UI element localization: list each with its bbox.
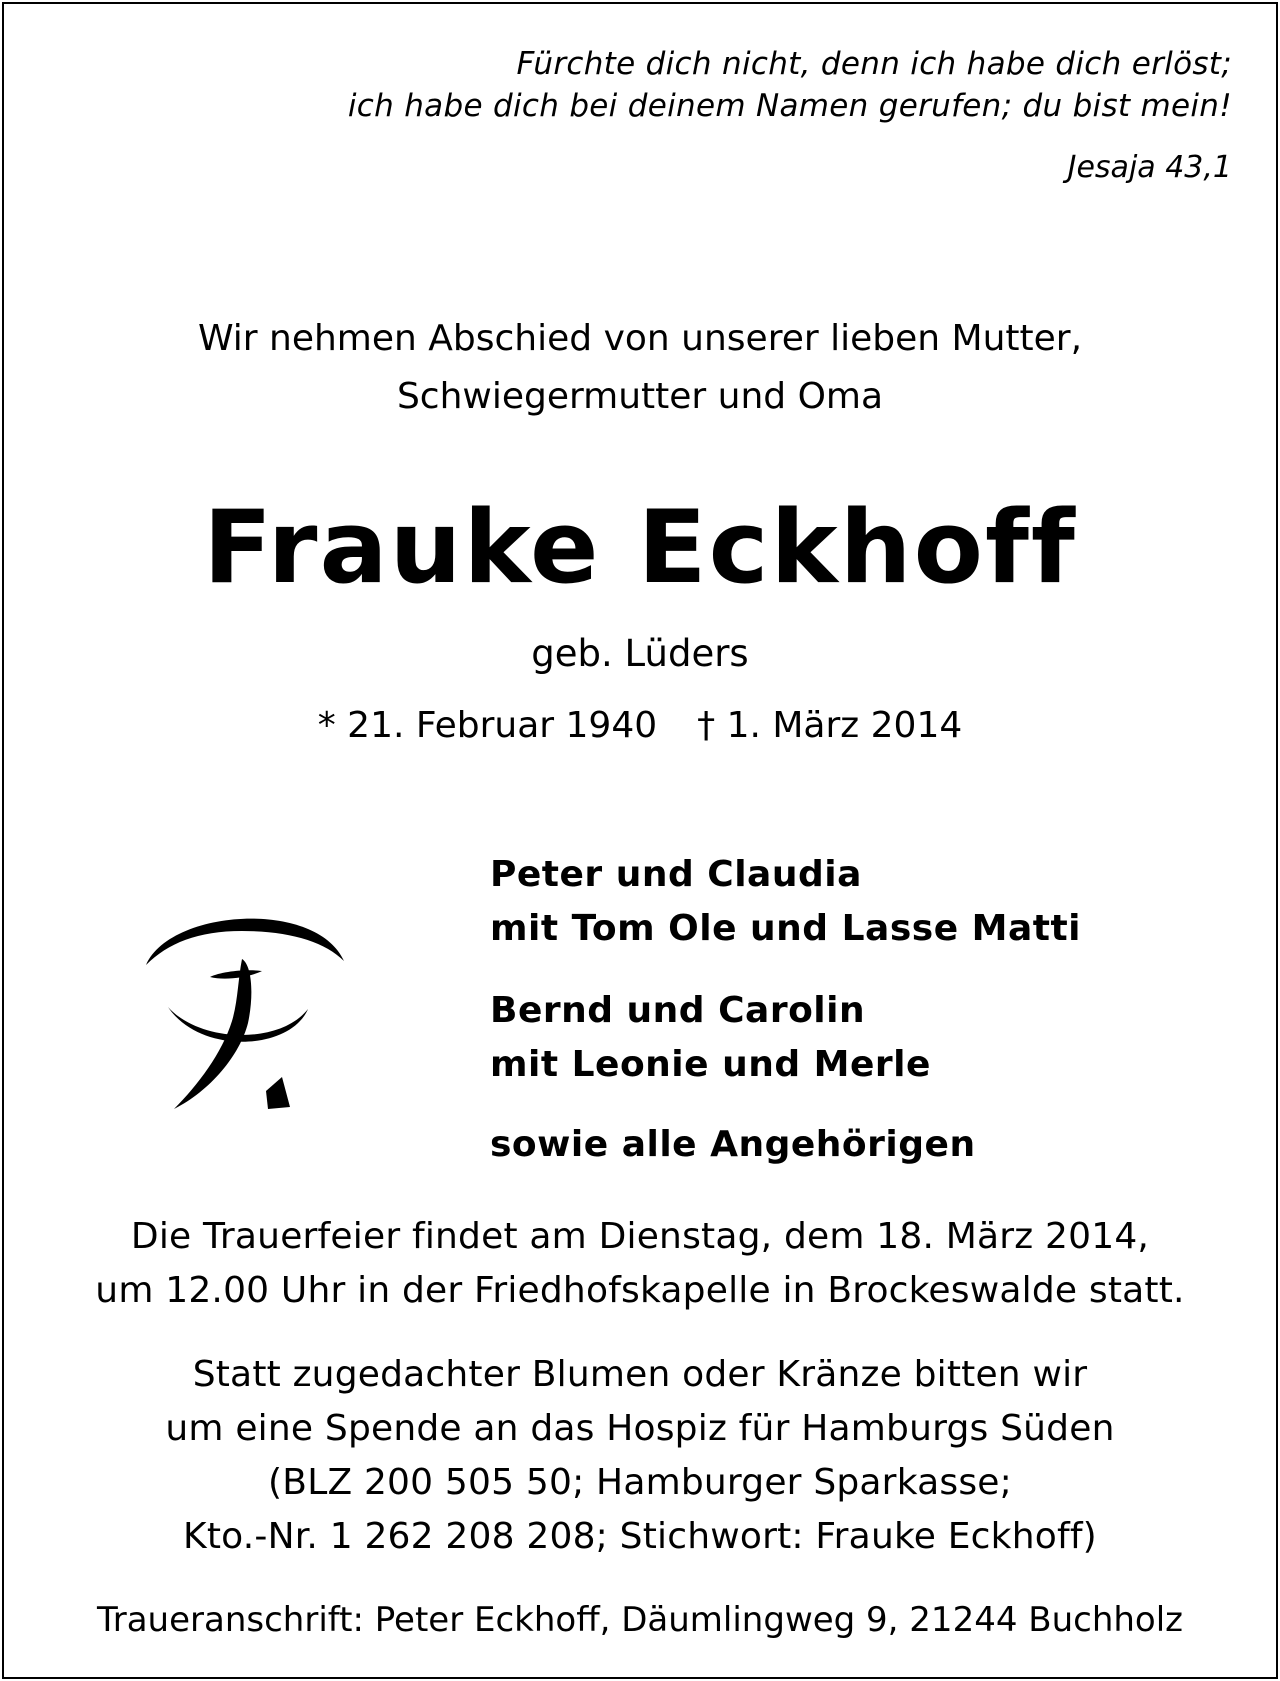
donation-line-4: Kto.-Nr. 1 262 208 208; Stichwort: Frauke Eckhoff): [183, 1516, 1097, 1557]
deceased-name: Frauke Eckhoff: [203, 488, 1077, 606]
bible-verse-line-2: ich habe dich bei deinem Namen gerufen; du bist mein!: [347, 88, 1232, 124]
mourner-line: mit Leonie und Merle: [490, 1044, 931, 1085]
bible-verse-reference: Jesaja 43,1: [1067, 150, 1232, 185]
intro-line-1: Wir nehmen Abschied von unserer lieben Mutter,: [197, 318, 1083, 359]
donation-line-1: Statt zugedachter Blumen oder Kränze bitten wir: [192, 1354, 1088, 1395]
birth-date: * 21. Februar 1940: [317, 705, 658, 746]
life-dates: [0, 705, 1280, 746]
donation-line-3: (BLZ 200 505 50; Hamburger Sparkasse;: [268, 1462, 1012, 1503]
mourner-line: Peter und Claudia: [490, 854, 862, 895]
ceremony-line-2: um 12.00 Uhr in der Friedhofskapelle in Brockeswalde statt.: [95, 1270, 1185, 1311]
ceremony-line-1: Die Trauerfeier findet am Dienstag, dem 18. März 2014,: [130, 1216, 1150, 1257]
mourner-line: sowie alle Angehörigen: [490, 1124, 976, 1165]
maiden-name: geb. Lüders: [531, 632, 749, 675]
intro-line-2: Schwiegermutter und Oma: [396, 376, 884, 417]
mourner-line: Bernd und Carolin: [490, 990, 866, 1031]
mourner-line: mit Tom Ole und Lasse Matti: [490, 908, 1082, 949]
donation-line-2: um eine Spende an das Hospiz für Hamburgs Süden: [165, 1408, 1115, 1449]
bible-verse-line-1: Fürchte dich nicht, denn ich habe dich erlöst;: [516, 46, 1232, 82]
christian-cross-emblem-icon: [140, 895, 350, 1115]
death-date: † 1. März 2014: [697, 705, 963, 746]
mourning-address: Traueranschrift: Peter Eckhoff, Däumlingweg 9, 21244 Buchholz: [96, 1600, 1184, 1640]
